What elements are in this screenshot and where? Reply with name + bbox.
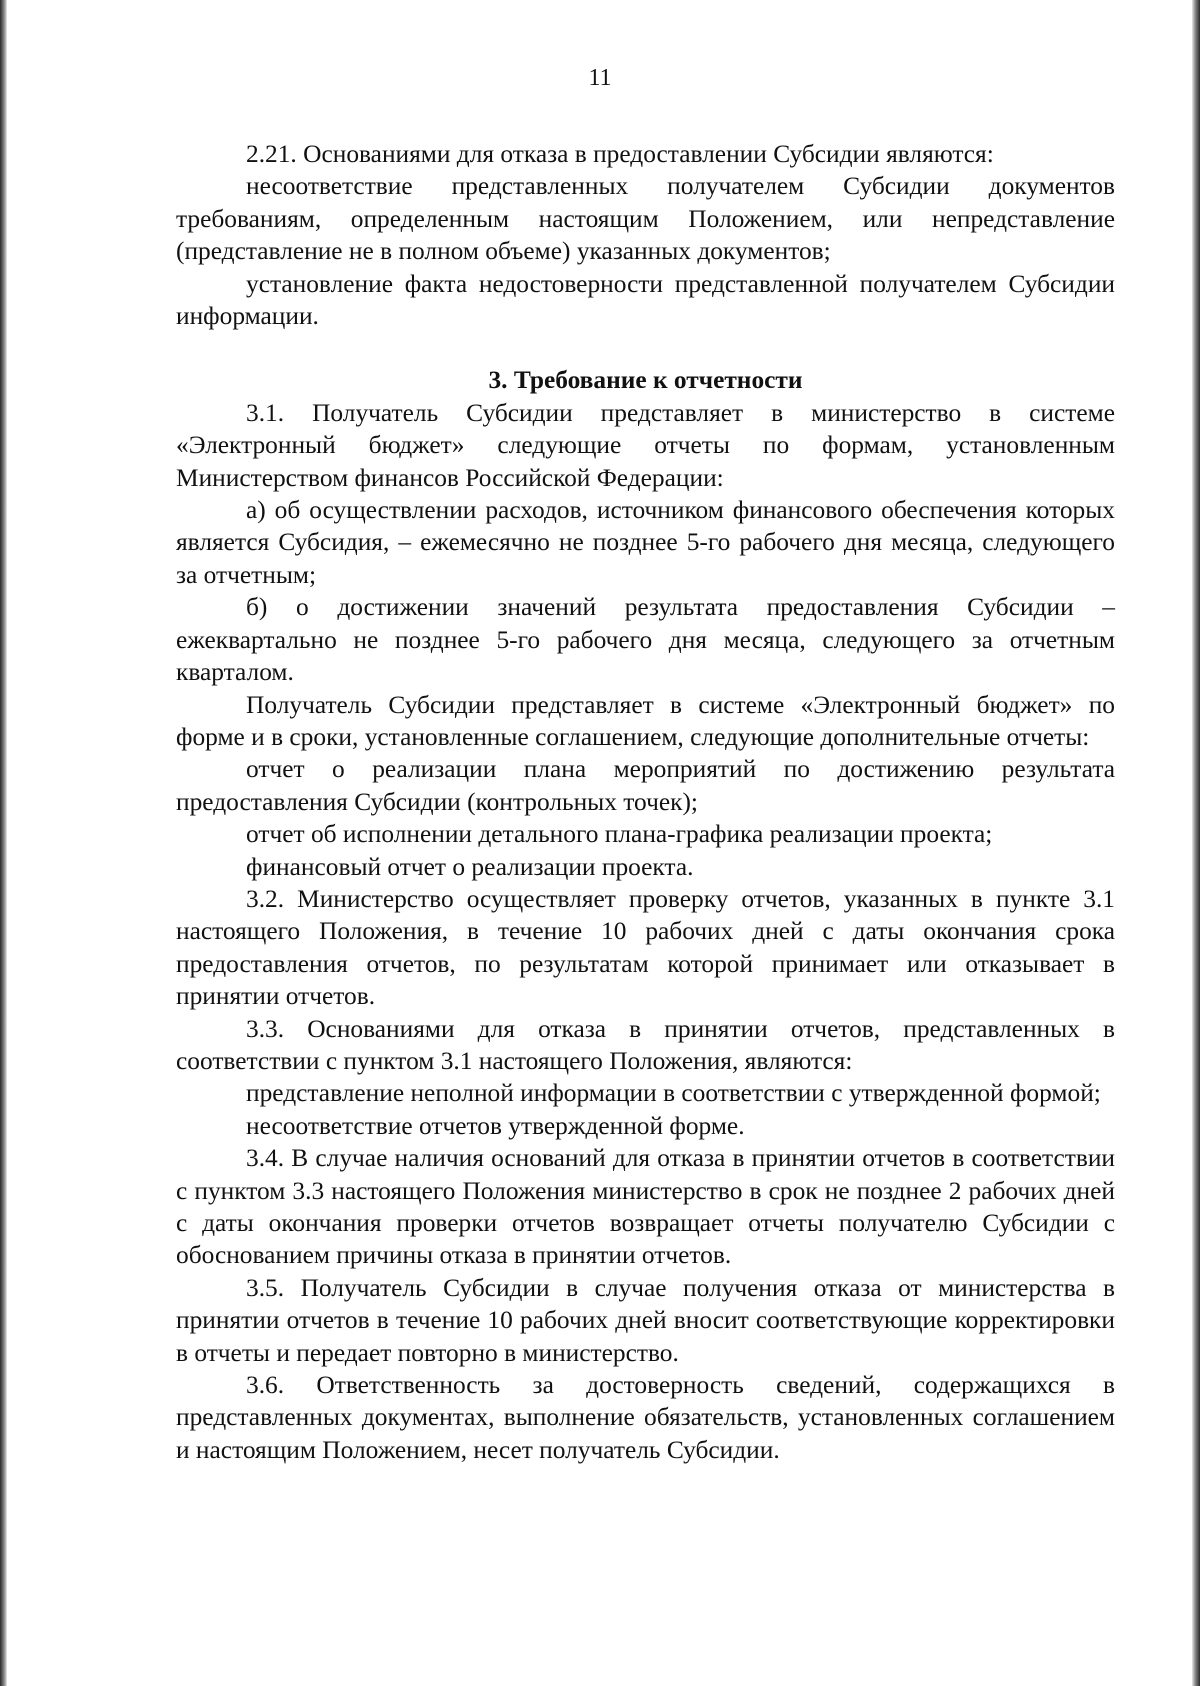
paragraph-3-3: 3.3. Основаниями для отказа в принятии отчетов, представленных в соответствии с пунктом 3.1 настоящего Положения, являются:: [176, 1014, 1115, 1075]
paragraph-3-1: 3.1. Получатель Субсидии представляет в министерство в системе «Электронный бюджет» следующие отчеты по формам, установленным Министерством финансов Российской Федерации:: [176, 398, 1115, 492]
paragraph-3-4: 3.4. В случае наличия оснований для отказа в принятии отчетов в соответствии с пунктом 3.3 настоящего Положения министерство в срок не позднее 2 рабочих дней с даты окончания проверки отчетов возвращает отчеты получателю Субсидии с обоснованием причины отказа в принятии отчетов.: [176, 1144, 1115, 1270]
paragraph-report-plan: отчет о реализации плана мероприятий по достижению результата предоставления Субсидии (контрольных точек);: [176, 755, 1115, 816]
paragraph-3-5: 3.5. Получатель Субсидии в случае получения отказа от министерства в принятии отчетов в течение 10 рабочих дней вносит соответствующие корректировки в отчеты и передает повторно в министерство.: [176, 1273, 1115, 1367]
paragraph-3-6: 3.6. Ответственность за достоверность сведений, содержащихся в представленных документах, выполнение обязательств, установленных соглашением и настоящим Положением, несет получатель Субсидии.: [176, 1371, 1115, 1464]
paragraph-refusal-ground-1: несоответствие представленных получателем Субсидии документов требованиям, определенным настоящим Положением, или непредставление (представление не в полном объеме) указанных документов;: [176, 172, 1115, 266]
paragraph-3-3-ground-2: несоответствие отчетов утвержденной форме.: [246, 1111, 745, 1140]
section-heading: 3. Требование к отчетности: [488, 366, 803, 395]
paragraph-3-3-ground-1: представление неполной информации в соответствии с утвержденной формой;: [246, 1079, 1101, 1108]
paragraph-additional-reports: Получатель Субсидии представляет в системе «Электронный бюджет» по форме и в сроки, установленные соглашением, следующие дополнительные отчеты:: [176, 690, 1115, 751]
paragraph-refusal-ground-2: установление факта недостоверности представленной получателем Субсидии информации.: [176, 269, 1115, 331]
document-body: [176, 138, 1115, 1466]
paragraph-3-2: 3.2. Министерство осуществляет проверку отчетов, указанных в пункте 3.1 настоящего Положения, в течение 10 рабочих дней с даты окончания срока предоставления отчетов, по результатам которой принимает или отказывает в принятии отчетов.: [176, 884, 1115, 1011]
paragraph-report-schedule: отчет об исполнении детального плана-графика реализации проекта;: [246, 820, 993, 849]
paragraph-3-1-a: а) об осуществлении расходов, источником финансового обеспечения которых является Субсидия, – ежемесячно не позднее 5-го рабочего дня месяца, следующего за отчетным;: [176, 496, 1115, 589]
scan-border-left: [0, 0, 7, 1686]
paragraph-2-21: 2.21. Основаниями для отказа в предоставлении Субсидии являются:: [246, 140, 994, 168]
scan-border-right: [1192, 0, 1200, 1686]
paragraph-3-1-b: б) о достижении значений результата предоставления Субсидии – ежеквартально не позднее 5-го рабочего дня месяца, следующего за отчетным кварталом.: [176, 593, 1115, 687]
page-number: 11: [588, 65, 612, 91]
paragraph-report-financial: финансовый отчет о реализации проекта.: [246, 852, 694, 881]
